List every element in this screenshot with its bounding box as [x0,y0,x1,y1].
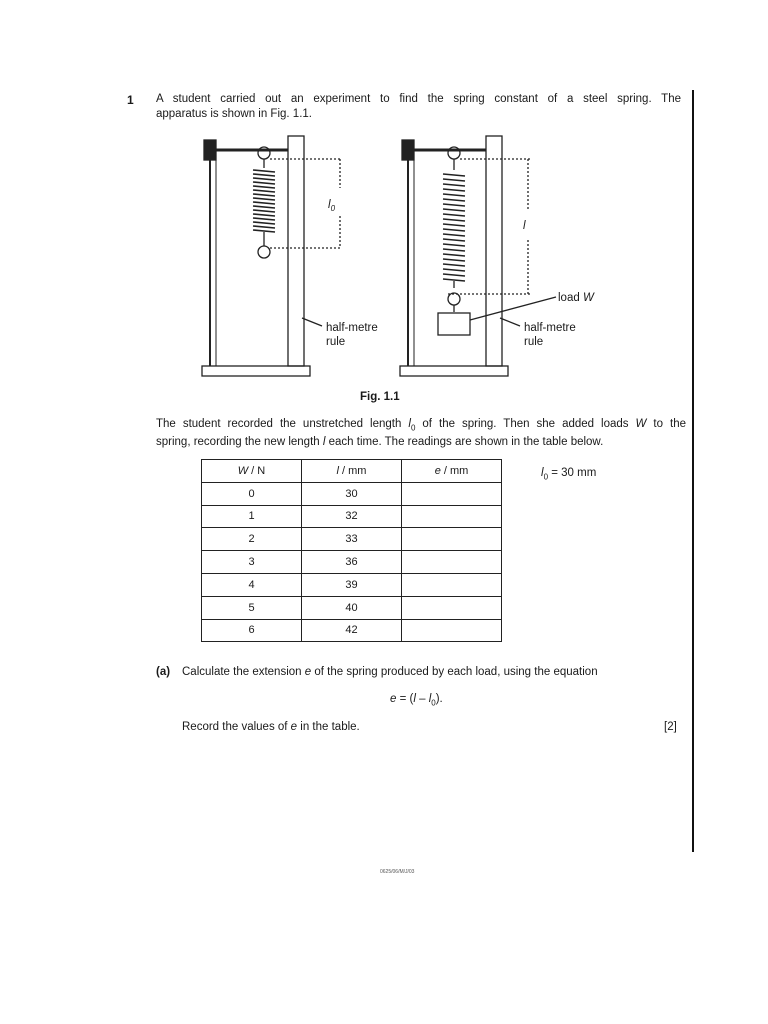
table-row [202,573,502,596]
cell-extension[interactable] [402,528,502,551]
cell-load: 3 [202,551,302,574]
table-row [202,551,502,574]
right-rule-label-1: half-metre [524,322,576,334]
cell-length: 36 [302,551,402,574]
cell-length: 42 [302,619,402,642]
header-extension: e / mm [402,460,502,483]
cell-extension[interactable] [402,573,502,596]
figure-caption: Fig. 1.1 [360,391,400,403]
readings-table [201,459,502,642]
left-rule-pointer [302,318,322,326]
footer-code: 0625/06/M/J/03 [380,869,415,875]
intro-line-2: apparatus is shown in Fig. 1.1. [156,108,312,120]
cell-load: 0 [202,482,302,505]
table-row [202,505,502,528]
method-paragraph [156,417,686,450]
cell-length: 30 [302,482,402,505]
figure-apparatus [190,128,630,380]
cell-load: 2 [202,528,302,551]
cell-load: 5 [202,596,302,619]
table-row [202,528,502,551]
record-instruction: Record the values of e in the table. [182,721,360,733]
cell-length: 33 [302,528,402,551]
cell-length: 39 [302,573,402,596]
cell-extension[interactable] [402,596,502,619]
cell-extension[interactable] [402,619,502,642]
cell-extension[interactable] [402,482,502,505]
right-length-label: l [523,220,526,232]
left-rule-label-1: half-metre [326,322,378,334]
table-header-row [202,460,502,483]
left-rule-label-2: rule [326,336,346,348]
right-spring [443,147,465,312]
unstretched-length-note: $l_0 = 30$ mm [541,467,597,482]
right-stand [400,136,508,376]
table-row [202,482,502,505]
cell-load: 6 [202,619,302,642]
method-line-2: spring, recording the new length l each time. The readings are shown in the table below. [156,436,604,449]
header-load: W / N [202,460,302,483]
intro-paragraph [156,92,681,122]
right-rule-label-2: rule [524,336,544,348]
cell-extension[interactable] [402,551,502,574]
method-line-1: The student recorded the unstretched length $l_0$ of the spring. Then she added loads W to the [156,418,686,433]
cell-extension[interactable] [402,505,502,528]
extension-equation: $e = (l - l_0)$. [390,693,443,708]
part-a-instruction: Calculate the extension e of the spring produced by each load, using the equation [182,666,598,678]
table-row [202,619,502,642]
left-spring [253,147,275,258]
right-load-mass [438,313,470,335]
margin-rule [692,90,694,852]
table-row [202,596,502,619]
question-number: 1 [127,93,134,107]
cell-length: 32 [302,505,402,528]
header-length: l / mm [302,460,402,483]
marks-label: [2] [664,721,677,733]
cell-load: 4 [202,573,302,596]
cell-load: 1 [202,505,302,528]
part-a-label: (a) [156,666,171,678]
cell-length: 40 [302,596,402,619]
left-length-label: $l_0$ [328,199,336,213]
load-label: load W [558,292,594,304]
left-stand [202,136,310,376]
intro-line-1: A student carried out an experiment to find the spring constant of a steel spring. The [156,93,681,105]
right-dimension [448,159,532,294]
